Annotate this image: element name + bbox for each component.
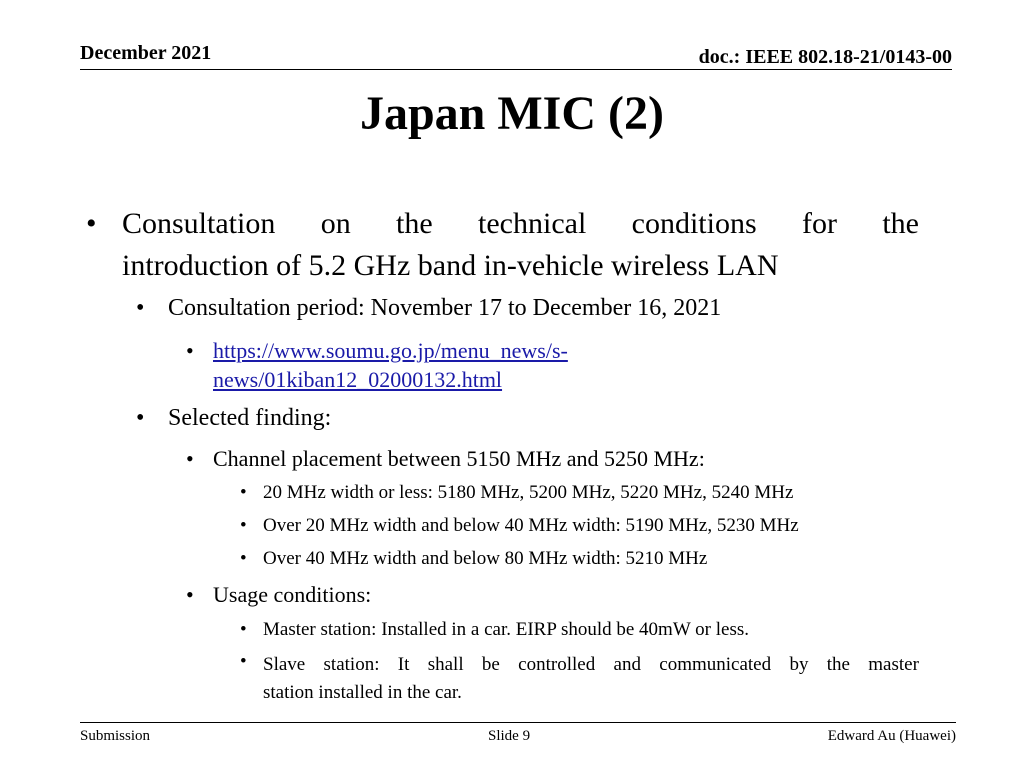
bullet-icon: • — [86, 207, 97, 240]
consultation-word: the — [882, 207, 919, 240]
header-divider — [80, 69, 952, 70]
header-doc-id: doc.: IEEE 802.18-21/0143-00 — [698, 46, 952, 68]
slave-station-word: shall — [427, 654, 464, 675]
consultation-word: conditions — [631, 207, 757, 240]
bullet-channel-80mhz: Over 40 MHz width and below 80 MHz width: 5210 MHz — [263, 548, 708, 569]
consultation-word: technical — [478, 207, 587, 240]
slave-station-word: be — [481, 654, 500, 675]
bullet-icon: • — [186, 446, 194, 471]
slave-station-word: station: — [323, 654, 380, 675]
bullet-consultation-line2: introduction of 5.2 GHz band in-vehicle wireless LAN — [122, 249, 779, 282]
slide-title: Japan MIC (2) — [359, 87, 664, 140]
bullet-channel-20mhz: 20 MHz width or less: 5180 MHz, 5200 MHz, 5220 MHz, 5240 MHz — [263, 482, 794, 503]
bullet-icon: • — [240, 651, 247, 672]
slave-station-word: master — [868, 654, 919, 675]
bullet-icon: • — [240, 482, 247, 503]
slave-station-word: communicated — [659, 654, 772, 675]
bullet-master-station: Master station: Installed in a car. EIRP should be 40mW or less. — [263, 619, 750, 640]
header-date: December 2021 — [80, 42, 212, 64]
slave-station-word: controlled — [518, 654, 596, 675]
bullet-slave-station-line2: station installed in the car. — [263, 682, 462, 703]
bullet-channel-40mhz: Over 20 MHz width and below 40 MHz width: 5190 MHz, 5230 MHz — [263, 515, 799, 536]
slave-station-word: the — [826, 654, 850, 675]
bullet-channel-placement: Channel placement between 5150 MHz and 5250 MHz: — [213, 446, 705, 471]
bullet-selected-finding: Selected finding: — [168, 405, 332, 431]
slave-station-word: by — [789, 654, 809, 675]
bullet-icon: • — [186, 338, 194, 363]
bullet-icon: • — [240, 619, 247, 640]
bullet-consultation-line1 — [122, 203, 919, 245]
consultation-link-line2[interactable]: news/01kiban12_02000132.html — [213, 367, 503, 392]
footer-submission: Submission — [80, 728, 151, 744]
consultation-word: Consultation — [122, 207, 276, 240]
consultation-word: for — [802, 207, 837, 240]
consultation-word: the — [396, 207, 433, 240]
footer-slide-number: Slide 9 — [488, 728, 531, 744]
slave-station-word: Slave — [263, 654, 306, 675]
bullet-consultation-period: Consultation period: November 17 to December 16, 2021 — [168, 295, 722, 321]
footer-divider — [80, 722, 956, 723]
bullet-icon: • — [136, 405, 145, 431]
footer-author: Edward Au (Huawei) — [827, 728, 956, 744]
bullet-icon: • — [240, 515, 247, 536]
bullet-icon: • — [136, 295, 145, 321]
slave-station-word: and — [613, 654, 641, 675]
bullet-icon: • — [186, 582, 194, 607]
slave-station-word: It — [397, 654, 410, 675]
consultation-word: on — [320, 207, 351, 240]
bullet-slave-station-line1 — [263, 651, 919, 679]
bullet-slave-station — [263, 651, 919, 707]
bullet-consultation — [122, 203, 919, 287]
consultation-link-line1[interactable]: https://www.soumu.go.jp/menu_news/s- — [213, 338, 568, 363]
bullet-usage-conditions: Usage conditions: — [213, 582, 372, 607]
bullet-icon: • — [240, 548, 247, 569]
